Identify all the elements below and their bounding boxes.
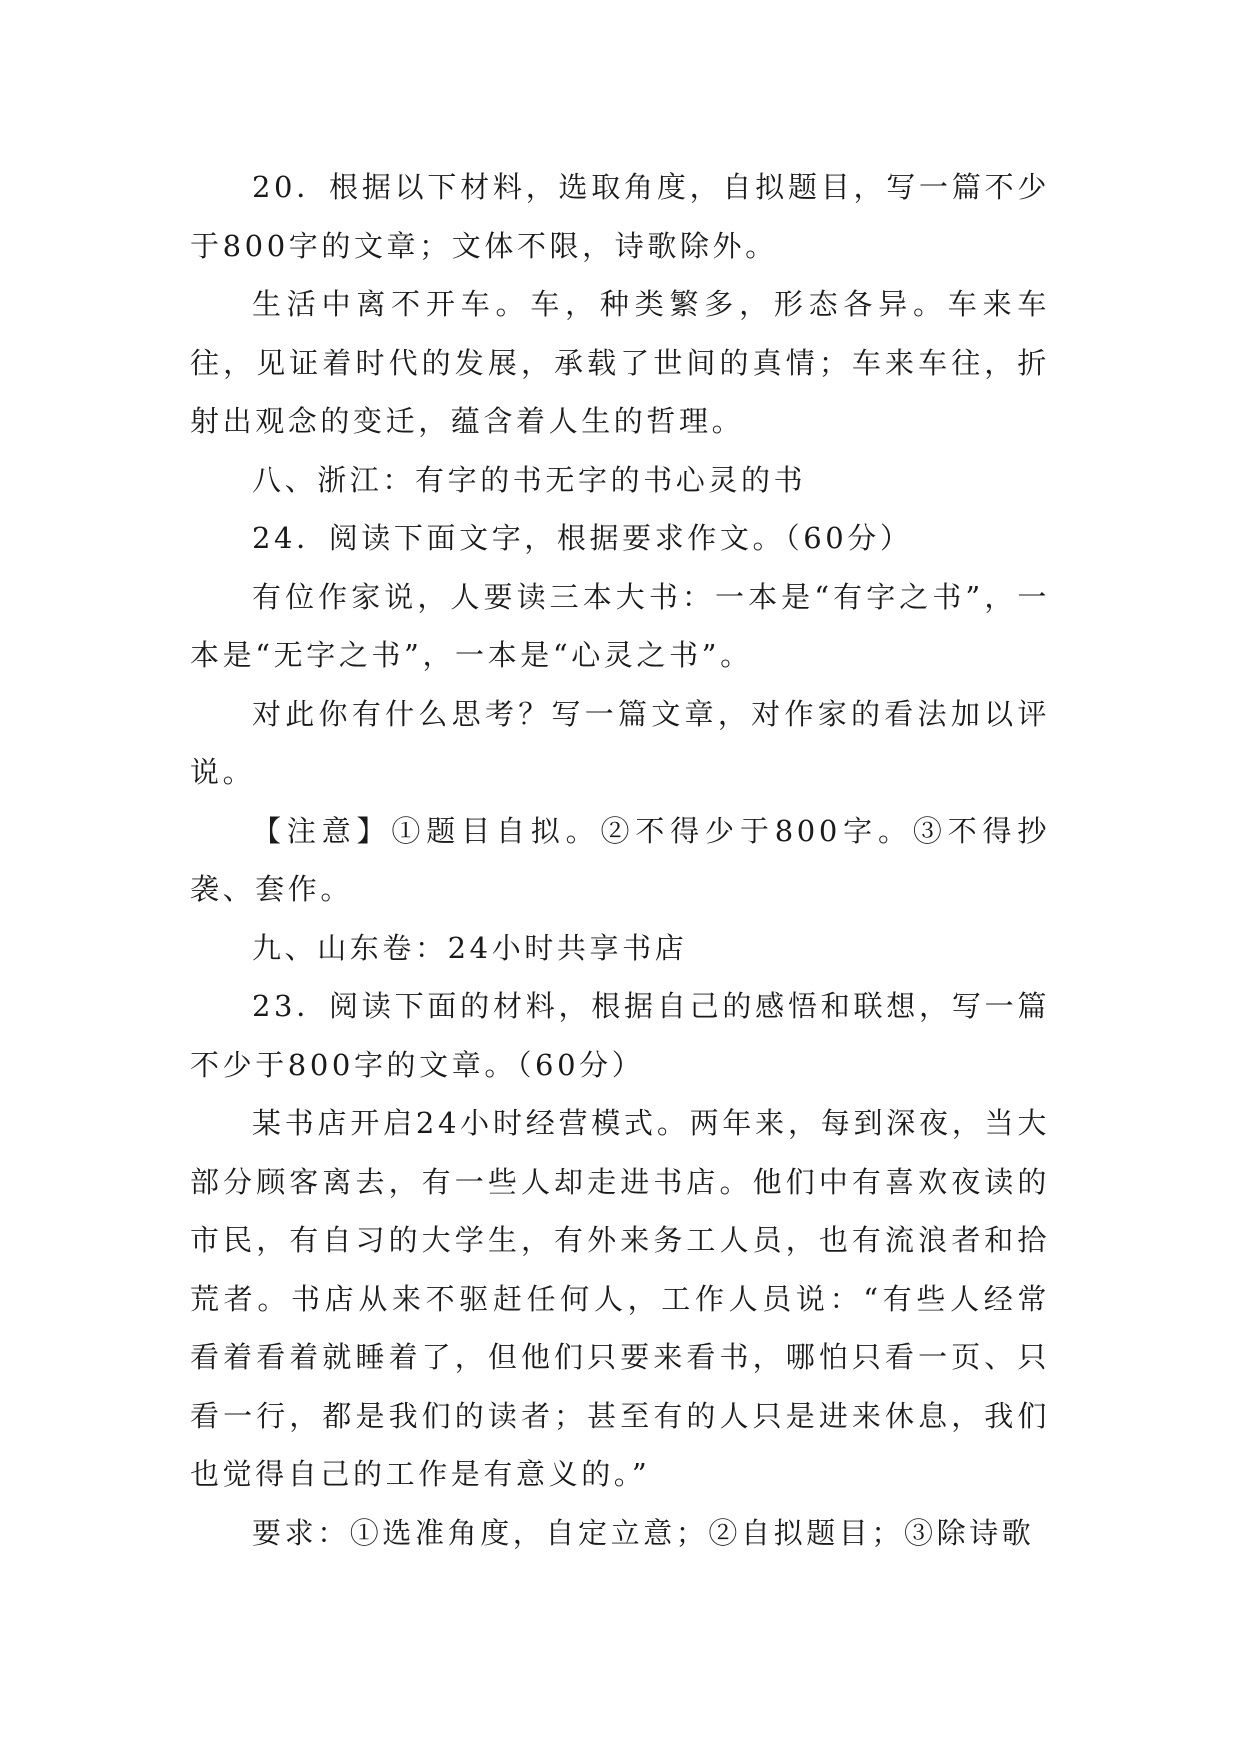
- paragraph-question-20: 20．根据以下材料，选取角度，自拟题目，写一篇不少于800字的文章；文体不限，诗歌除外。: [190, 170, 1050, 263]
- paragraph-material-three-books: 有位作家说，人要读三本大书：一本是“有字之书”，一本是“无字之书”，一本是“心灵之书”。: [190, 579, 1050, 672]
- paragraph-prompt-reflection: 对此你有什么思考？写一篇文章，对作家的看法加以评说。: [190, 696, 1050, 789]
- document-body: [190, 158, 1050, 1562]
- paragraph-material-cars: 生活中离不开车。车，种类繁多，形态各异。车来车往，见证着时代的发展，承载了世间的真情；车来车往，折射出观念的变迁，蕴含着人生的哲理。: [190, 287, 1050, 438]
- paragraph-notice: 【注意】①题目自拟。②不得少于800字。③不得抄袭、套作。: [190, 813, 1050, 906]
- paragraph-material-bookstore: 某书店开启24小时经营模式。两年来，每到深夜，当大部分顾客离去，有一些人却走进书店。他们中有喜欢夜读的市民，有自习的大学生，有外来务工人员，也有流浪者和拾荒者。书店从来不驱赶任何人，工作人员说：“有些人经常看着看着就睡着了，但他们只要来看书，哪怕只看一页、只看一行，都是我们的读者；甚至有的人只是进来休息，我们也觉得自己的工作是有意义的。”: [190, 1106, 1050, 1491]
- paragraph-question-23: 23．阅读下面的材料，根据自己的感悟和联想，写一篇不少于800字的文章。（60分）: [190, 989, 1050, 1082]
- paragraph-question-24: 24．阅读下面文字，根据要求作文。（60分）: [252, 521, 913, 555]
- section-heading-zhejiang: 八、浙江：有字的书无字的书心灵的书: [252, 462, 807, 497]
- paragraph-requirements: 要求：①选准角度，自定立意；②自拟题目；③除诗歌: [252, 1515, 1035, 1550]
- section-heading-shandong: 九、山东卷：24小时共享书店: [252, 930, 688, 965]
